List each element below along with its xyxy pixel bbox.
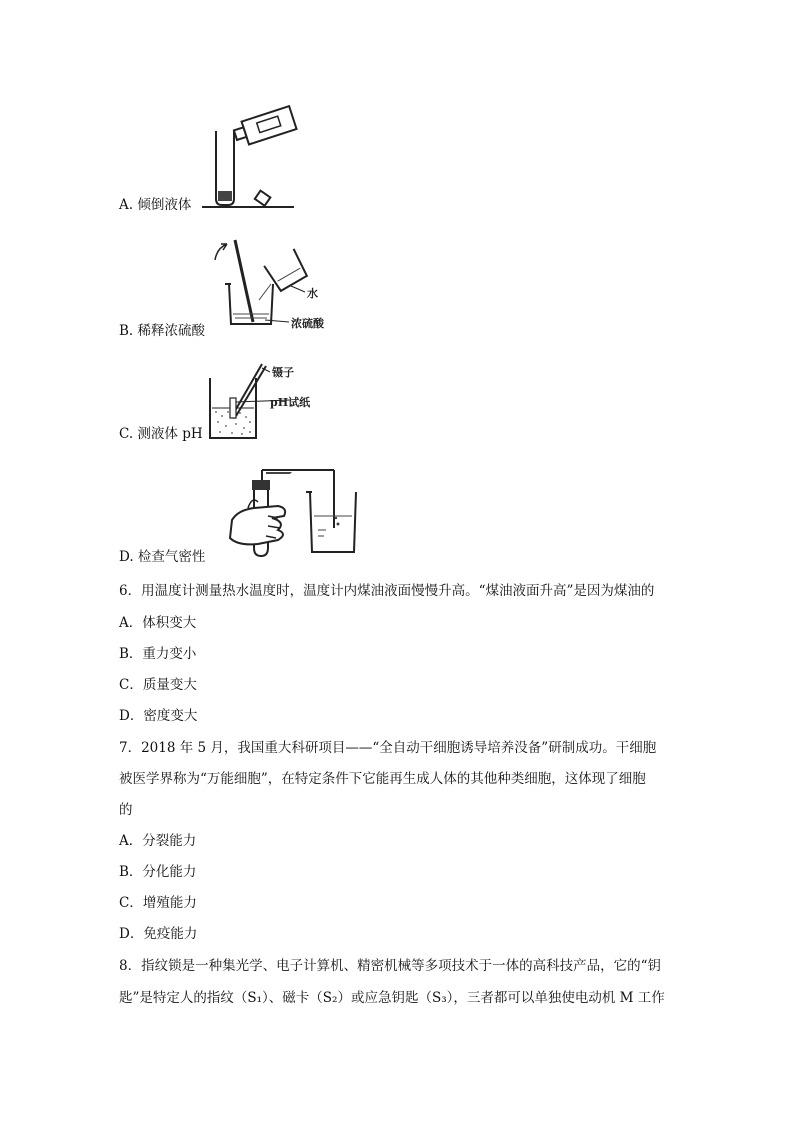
figure-test-ph bbox=[206, 358, 326, 442]
q5-option-b: B. 稀释浓硫酸 bbox=[119, 323, 206, 339]
figure-pour-liquid bbox=[200, 103, 300, 209]
q7-stem-line-1: 7．2018 年 5 月，我国重大科研项目——“全自动干细胞诱导培养没备”研制成功。干细胞 bbox=[119, 740, 657, 756]
q8-stem-line-1: 8．指纹锁是一种集光学、电子计算机、精密机械等多项技术于一体的高科技产品，它的“钥 bbox=[119, 958, 661, 974]
figure-dilute-acid bbox=[205, 230, 355, 330]
q7-stem-line-3: 的 bbox=[119, 802, 133, 818]
q5-option-d: D. 检查气密性 bbox=[119, 549, 206, 565]
label-conc-acid: 浓硫酸 bbox=[291, 317, 324, 330]
figure-check-airtightness bbox=[228, 460, 368, 560]
q7-option-a: A．分裂能力 bbox=[119, 833, 197, 849]
q7-option-b: B．分化能力 bbox=[119, 864, 197, 880]
q7-stem-line-2: 被医学界称为“万能细胞”，在特定条件下它能再生成人体的其他种类细胞，这体现了细胞 bbox=[119, 771, 646, 787]
q8-stem-line-2: 匙”是特定人的指纹（S₁）、磁卡（S₂）或应急钥匙（S₃），三者都可以单独使电动机 M 工作 bbox=[119, 990, 665, 1006]
q6-option-b: B．重力变小 bbox=[119, 646, 197, 662]
label-water: 水 bbox=[307, 287, 318, 300]
q7-option-d: D．免疫能力 bbox=[119, 926, 198, 942]
q5-option-c: C. 测液体 pH bbox=[119, 426, 203, 442]
q7-option-c: C．增殖能力 bbox=[119, 895, 197, 911]
q6-option-d: D．密度变大 bbox=[119, 708, 198, 724]
label-tweezers: 镊子 bbox=[272, 366, 294, 379]
q6-stem: 6．用温度计测量热水温度时，温度计内煤油液面慢慢升高。“煤油液面升高”是因为煤油的 bbox=[119, 583, 655, 599]
q5-option-a: A. 倾倒液体 bbox=[119, 197, 192, 213]
q6-option-a: A．体积变大 bbox=[119, 615, 197, 631]
q6-option-c: C．质量变大 bbox=[119, 677, 197, 693]
label-ph-paper: pH试纸 bbox=[270, 396, 311, 409]
